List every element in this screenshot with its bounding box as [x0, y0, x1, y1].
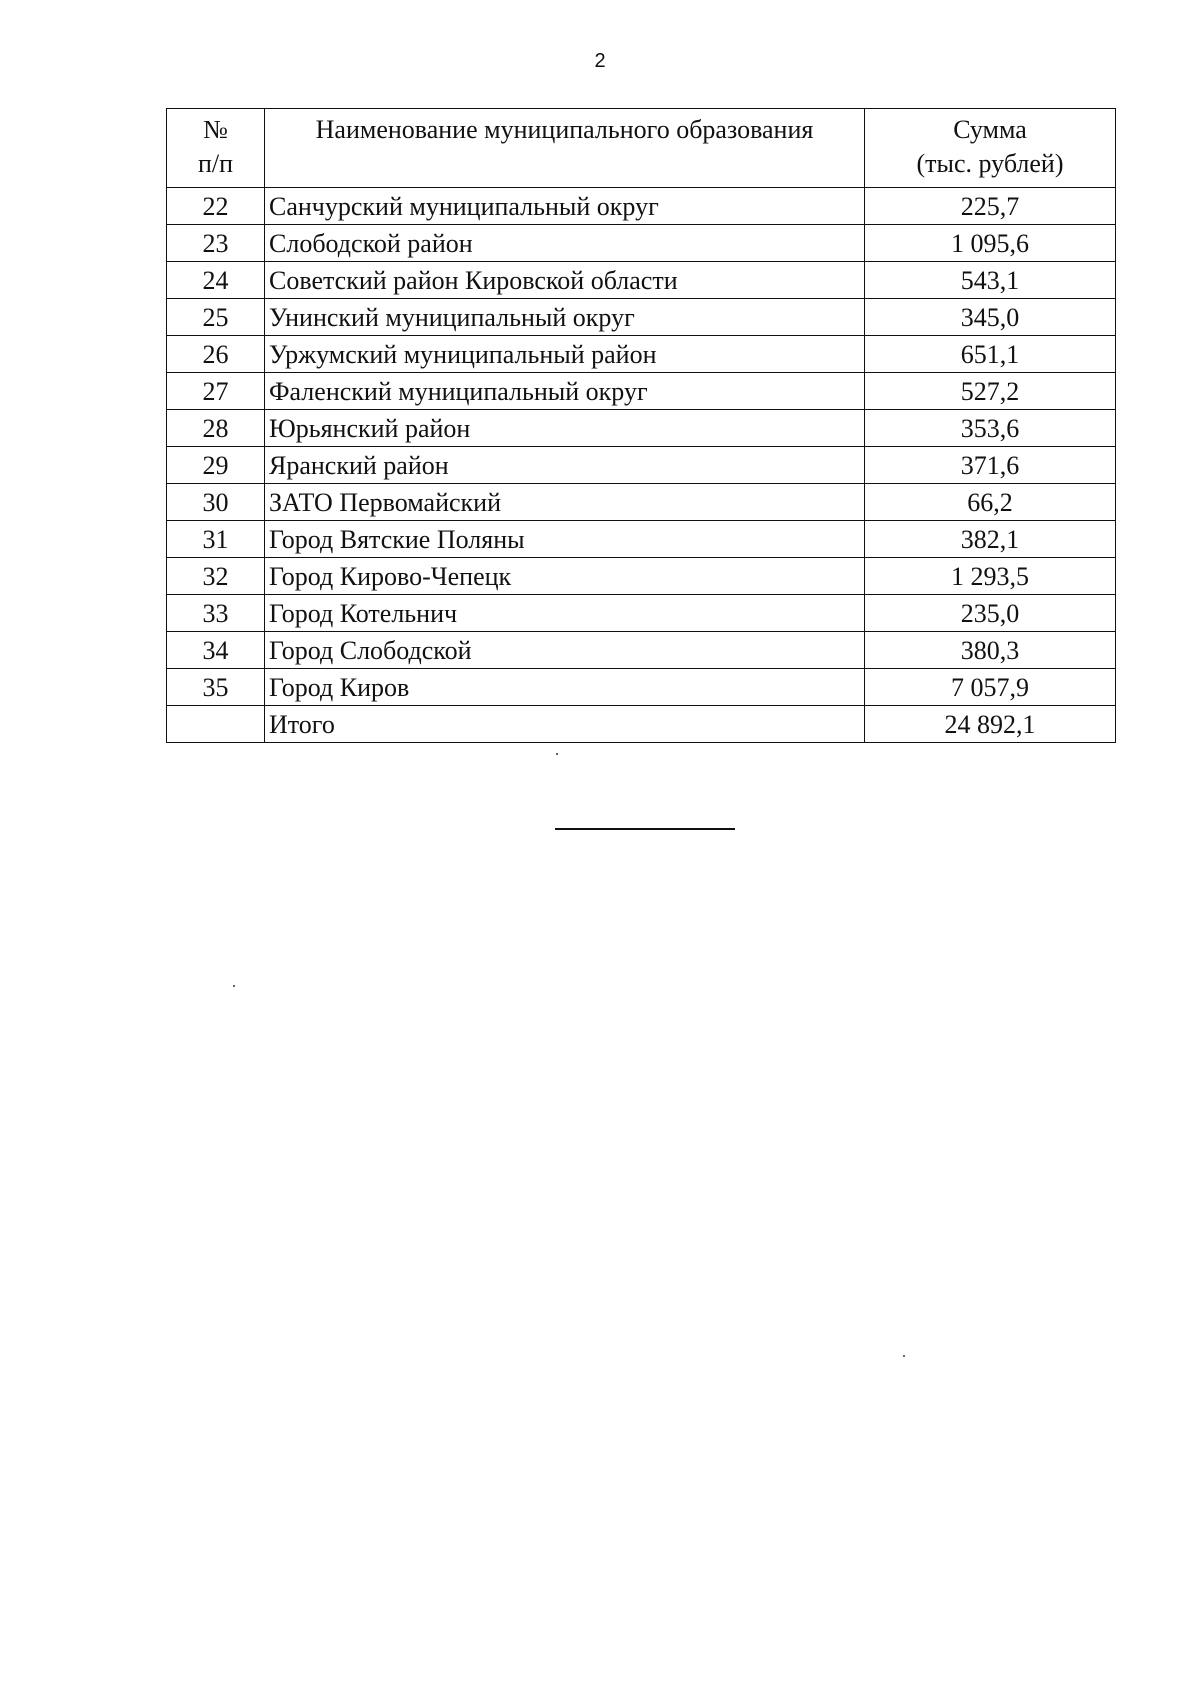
table-row	[167, 558, 1116, 595]
end-of-document-rule	[555, 828, 735, 830]
total-sum: 24 892,1	[865, 706, 1116, 743]
row-number: 28	[167, 410, 265, 447]
header-number-line1: №	[203, 115, 228, 144]
row-name: Слободской район	[265, 225, 865, 262]
page-number: 2	[594, 50, 606, 72]
row-name: Санчурский муниципальный округ	[265, 188, 865, 225]
row-name: Унинский муниципальный округ	[265, 299, 865, 336]
table-row	[167, 484, 1116, 521]
row-sum: 380,3	[865, 632, 1116, 669]
table-row	[167, 447, 1116, 484]
table-row	[167, 299, 1116, 336]
row-sum: 543,1	[865, 262, 1116, 299]
row-sum: 353,6	[865, 410, 1116, 447]
row-name: Город Вятские Поляны	[265, 521, 865, 558]
row-number: 24	[167, 262, 265, 299]
row-number: 29	[167, 447, 265, 484]
row-name: Фаленский муниципальный округ	[265, 373, 865, 410]
scan-speck	[556, 753, 558, 755]
row-number: 30	[167, 484, 265, 521]
table-row	[167, 410, 1116, 447]
row-sum: 527,2	[865, 373, 1116, 410]
row-name: Город Слободской	[265, 632, 865, 669]
scan-speck	[233, 985, 235, 987]
header-name: Наименование муниципального образования	[265, 109, 865, 188]
table-row	[167, 336, 1116, 373]
row-sum: 382,1	[865, 521, 1116, 558]
scan-speck	[903, 1355, 905, 1357]
header-sum-line2: (тыс. рублей)	[916, 149, 1064, 178]
row-number: 25	[167, 299, 265, 336]
table-header-row	[167, 109, 1116, 188]
row-name: Город Киров	[265, 669, 865, 706]
table-row	[167, 225, 1116, 262]
table-row	[167, 188, 1116, 225]
header-sum-line1: Сумма	[953, 115, 1027, 144]
table-row	[167, 373, 1116, 410]
header-number-line2: п/п	[197, 149, 234, 178]
table-row	[167, 521, 1116, 558]
row-number: 33	[167, 595, 265, 632]
table-row	[167, 669, 1116, 706]
allocation-table	[166, 108, 1116, 743]
table-row	[167, 262, 1116, 299]
row-number: 35	[167, 669, 265, 706]
row-number: 23	[167, 225, 265, 262]
row-sum: 66,2	[865, 484, 1116, 521]
row-number: 31	[167, 521, 265, 558]
header-sum	[865, 109, 1116, 188]
total-label: Итого	[265, 706, 865, 743]
row-number: 32	[167, 558, 265, 595]
row-sum: 651,1	[865, 336, 1116, 373]
row-name: Город Кирово-Чепецк	[265, 558, 865, 595]
row-sum: 225,7	[865, 188, 1116, 225]
row-name: Уржумский муниципальный район	[265, 336, 865, 373]
row-sum: 7 057,9	[865, 669, 1116, 706]
row-number: 27	[167, 373, 265, 410]
row-name: Город Котельнич	[265, 595, 865, 632]
row-sum: 345,0	[865, 299, 1116, 336]
row-name: ЗАТО Первомайский	[265, 484, 865, 521]
total-number	[167, 706, 265, 743]
row-sum: 1 293,5	[865, 558, 1116, 595]
table-total-row	[167, 706, 1116, 743]
row-sum: 1 095,6	[865, 225, 1116, 262]
row-name: Юрьянский район	[265, 410, 865, 447]
row-name: Советский район Кировской области	[265, 262, 865, 299]
row-sum: 235,0	[865, 595, 1116, 632]
row-sum: 371,6	[865, 447, 1116, 484]
table-row	[167, 632, 1116, 669]
row-number: 34	[167, 632, 265, 669]
row-name: Яранский район	[265, 447, 865, 484]
row-number: 26	[167, 336, 265, 373]
header-number	[167, 109, 265, 188]
table-row	[167, 595, 1116, 632]
row-number: 22	[167, 188, 265, 225]
